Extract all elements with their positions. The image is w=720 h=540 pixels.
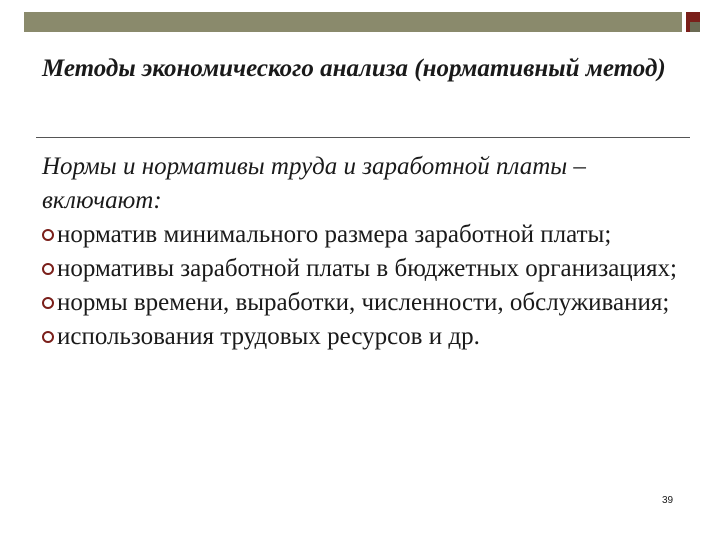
list-item [42, 218, 682, 252]
slide-title: Методы экономического анализа (нормативный метод) [42, 55, 666, 82]
corner-decoration-inner-icon [690, 22, 700, 32]
bullet-list [42, 218, 682, 354]
bullet-text: использования трудовых ресурсов и др. [57, 323, 480, 350]
bullet-text: нормативы заработной платы в бюджетных организациях; [57, 255, 677, 282]
title-divider [36, 137, 690, 138]
page-number: 39 [662, 495, 674, 506]
bullet-text: нормы времени, выработки, численности, обслуживания; [57, 289, 670, 316]
top-decorative-bar [24, 12, 682, 32]
list-item [42, 286, 682, 320]
intro-text: Нормы и нормативы труда и заработной платы – включают: [42, 153, 586, 214]
bullet-circle-icon [42, 297, 54, 309]
bullet-circle-icon [42, 263, 54, 275]
bullet-circle-icon [42, 331, 54, 343]
list-item [42, 320, 682, 354]
bullet-text: норматив минимального размера заработной платы; [57, 221, 612, 248]
list-item [42, 252, 682, 286]
slide-body [42, 150, 682, 354]
bullet-circle-icon [42, 229, 54, 241]
